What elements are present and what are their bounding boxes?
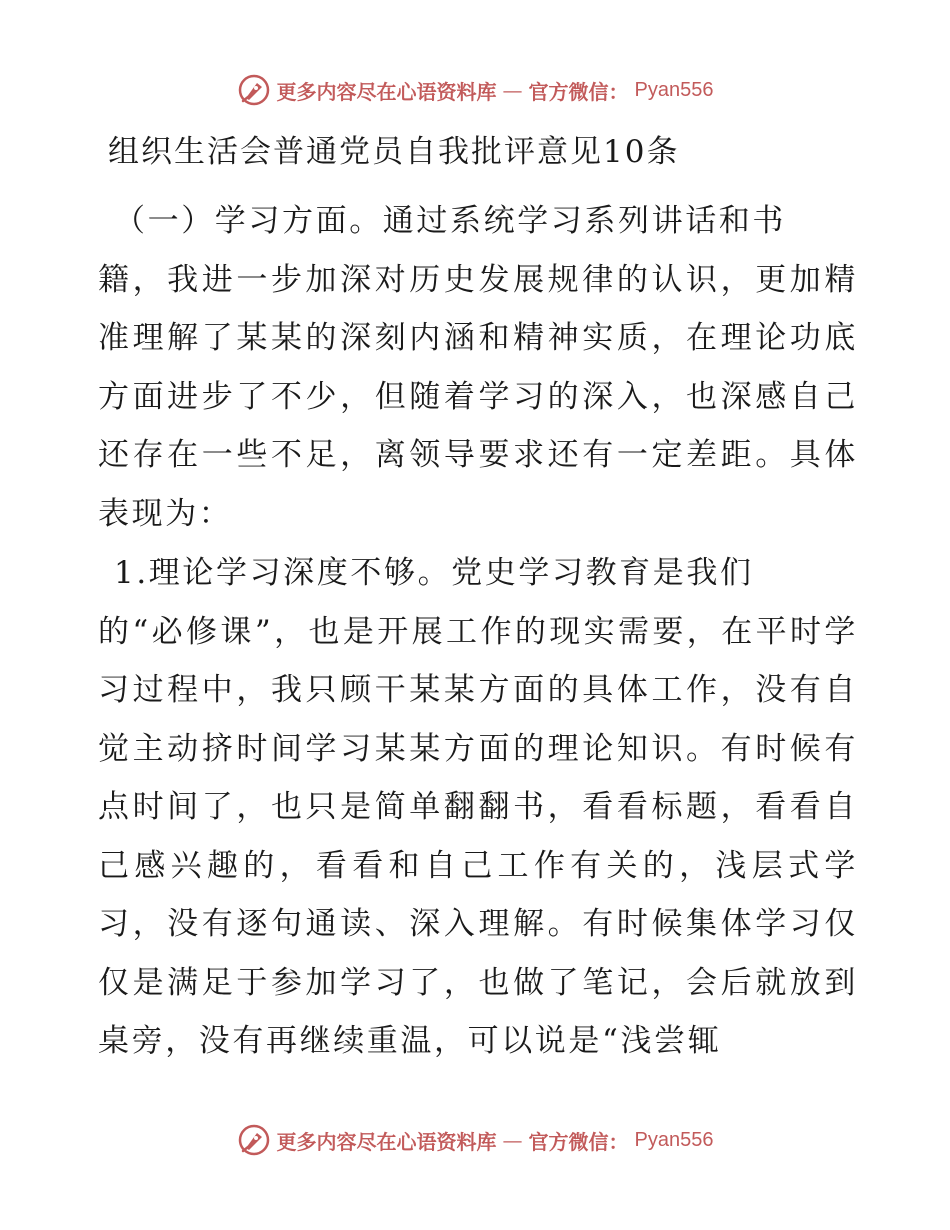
watermark-wechat-label: 官方微信： — [528, 79, 629, 104]
paragraph-body: 的“必修课”，也是开展工作的现实需要，在平时学习过程中，我只顾干某某方面的具体工作，没有自觉主动挤时间学习某某方面的理论知识。有时候有点时间了，也只是简单翻翻书，看看标题，看看自己感兴趣的，看看和自己工作有关的，浅层式学习，没有逐句通读、深入理解。有时候集体学习仅仅是满足于参加学习了，也做了笔记，会后就放到桌旁，没有再继续重温，可以说是“浅尝辄 — [98, 613, 858, 1059]
header-watermark — [0, 70, 950, 110]
watermark-wechat-id: Pyan556 — [634, 78, 714, 101]
footer-watermark — [0, 1120, 950, 1160]
watermark-separator: — — [502, 1128, 523, 1152]
watermark-wechat-id: Pyan556 — [634, 1128, 714, 1151]
watermark-separator: — — [502, 78, 523, 102]
paragraph-first-line: 1.理论学习深度不够。党史学习教育是我们 — [114, 555, 754, 591]
watermark-wechat-label: 官方微信： — [528, 1129, 629, 1154]
pen-nib-logo-icon — [237, 73, 271, 107]
paragraph-first-line: （一）学习方面。通过系统学习系列讲话和书 — [114, 203, 786, 239]
watermark-main-text: 更多内容尽在心语资料库 — [276, 1129, 497, 1154]
paragraph-body: 籍，我进一步加深对历史发展规律的认识，更加精准理解了某某的深刻内涵和精神实质，在理论功底方面进步了不少，但随着学习的深入，也深感自己还存在一些不足，离领导要求还有一定差距。具体表现为： — [98, 261, 858, 532]
paragraph-study-aspect — [98, 192, 858, 543]
watermark-main-text: 更多内容尽在心语资料库 — [276, 79, 497, 104]
paragraph-theory-depth — [98, 544, 858, 1071]
document-title: 组织生活会普通党员自我批评意见10条 — [108, 134, 680, 170]
pen-nib-logo-icon — [237, 1123, 271, 1157]
